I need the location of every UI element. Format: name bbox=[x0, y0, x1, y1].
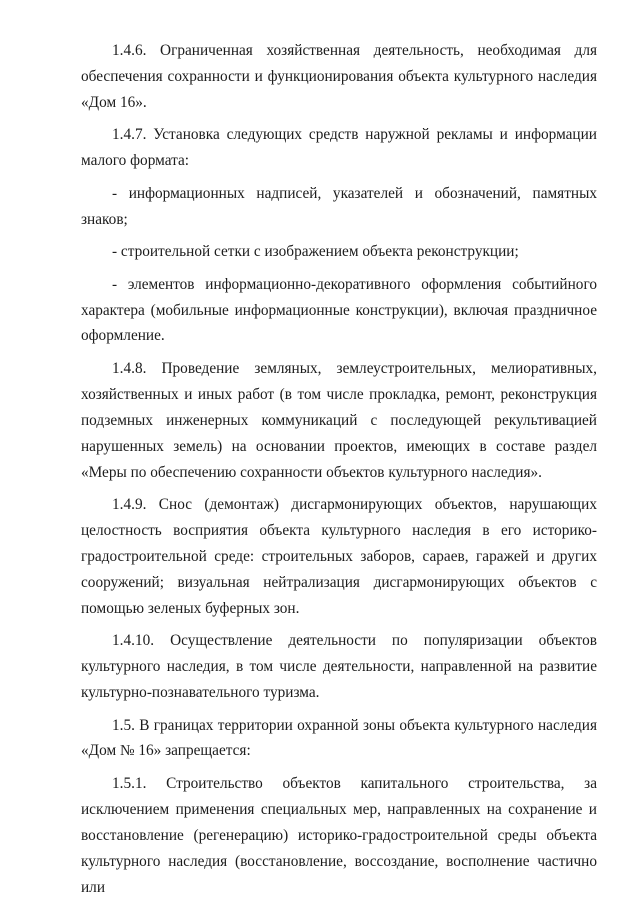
list-item-construction-mesh: - строительной сетки с изображением объекта реконструкции; bbox=[112, 243, 519, 261]
paragraph-1-5-1: 1.5.1. Строительство объектов капитального строительства, за исключением применения специальных мер, направленных на сохранение и восстановление (регенерацию) историко-градостроительной среды объекта культурного наследия (восстановление, воссоздание, восполнение частично или bbox=[81, 774, 597, 896]
list-item-decorative-elements: - элементов информационно-декоративного оформления событийного характера (мобильные информационные конструкции), включая праздничное оформление. bbox=[81, 275, 597, 345]
paragraph-1-4-7: 1.4.7. Установка следующих средств наружной рекламы и информации малого формата: bbox=[81, 126, 597, 170]
list-item-info-signs: - информационных надписей, указателей и обозначений, памятных знаков; bbox=[81, 184, 597, 228]
paragraph-1-5: 1.5. В границах территории охранной зоны объекта культурного наследия «Дом № 16» запрещается: bbox=[81, 716, 597, 760]
paragraph-1-4-6: 1.4.6. Ограниченная хозяйственная деятельность, необходимая для обеспечения сохранности и функционирования объекта культурного наследия «Дом 16». bbox=[81, 42, 597, 111]
paragraph-1-4-9: 1.4.9. Снос (демонтаж) дисгармонирующих объектов, нарушающих целостность восприятия объекта культурного наследия в его историко-градостроительной среде: строительных заборов, сараев, гаражей и других сооружений; визуальная нейтрализация дисгармонирующих объектов с помощью зеленых буферных зон. bbox=[81, 496, 597, 617]
paragraph-1-4-10: 1.4.10. Осуществление деятельности по популяризации объектов культурного наследия, в том числе деятельности, направленной на развитие культурно-познавательного туризма. bbox=[81, 632, 597, 701]
paragraph-1-4-8: 1.4.8. Проведение земляных, землеустроительных, мелиоративных, хозяйственных и иных работ (в том числе прокладка, ремонт, реконструкция подземных инженерных коммуникаций с последующей рекультивацией нарушенных земель) на основании проектов, имеющих в составе раздел «Меры по обеспечению сохранности объектов культурного наследия». bbox=[81, 359, 597, 481]
document-body bbox=[81, 38, 597, 907]
